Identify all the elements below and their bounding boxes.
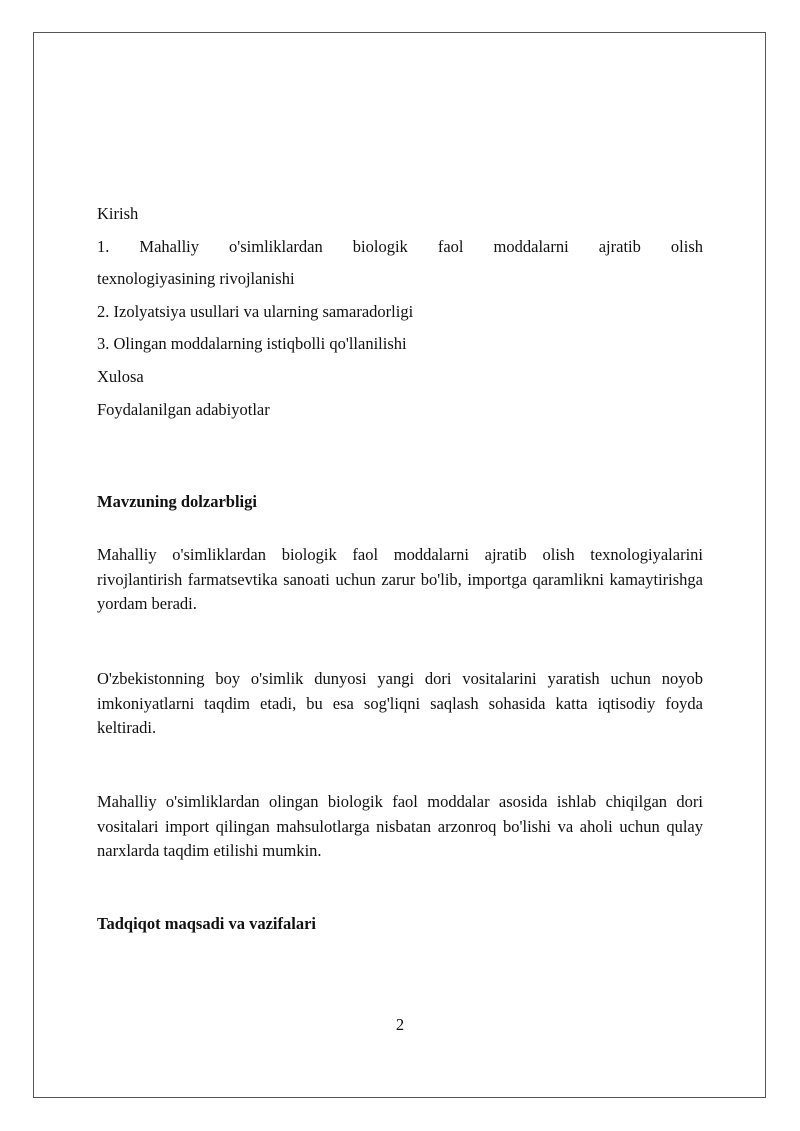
relevance-paragraph-3: Mahalliy o'simliklardan olingan biologik faol moddalar asosida ishlab chiqilgan dori vositalari import qilingan mahsulotlarga nisbatan arzonroq bo'lishi va aholi uchun qulay narxlarda taqdim etilishi mumkin. xyxy=(97,792,703,860)
toc-item-1-continuation: texnologiyasining rivojlanishi xyxy=(97,269,295,289)
table-of-contents xyxy=(97,198,703,426)
page-number: 2 xyxy=(395,1015,405,1034)
toc-item-references: Foydalanilgan adabiyotlar xyxy=(97,399,270,419)
toc-item-3: 3. Olingan moddalarning istiqbolli qo'llanilishi xyxy=(97,334,407,354)
relevance-paragraph-2: O'zbekistonning boy o'simlik dunyosi yangi dori vositalarini yaratish uchun noyob imkoniyatlarni taqdim etadi, bu esa sog'liqni saqlash sohasida katta iqtisodiy foyda keltiradi. xyxy=(97,669,703,737)
toc-item-2: 2. Izolyatsiya usullari va ularning samaradorligi xyxy=(97,301,414,321)
relevance-paragraph-1: Mahalliy o'simliklardan biologik faol moddalarni ajratib olish texnologiyalarini rivojlantirish farmatsevtika sanoati uchun zarur bo'lib, importga qaramlikni kamaytirishga yordam beradi. xyxy=(97,545,703,613)
goals-heading: Tadqiqot maqsadi va vazifalari xyxy=(97,914,316,933)
toc-item-1: 1. Mahalliy o'simliklardan biologik faol moddalarni ajratib olish xyxy=(97,236,703,256)
toc-item-intro: Kirish xyxy=(97,204,139,223)
toc-item-conclusion: Xulosa xyxy=(97,366,144,386)
relevance-heading: Mavzuning dolzarbligi xyxy=(97,492,257,511)
